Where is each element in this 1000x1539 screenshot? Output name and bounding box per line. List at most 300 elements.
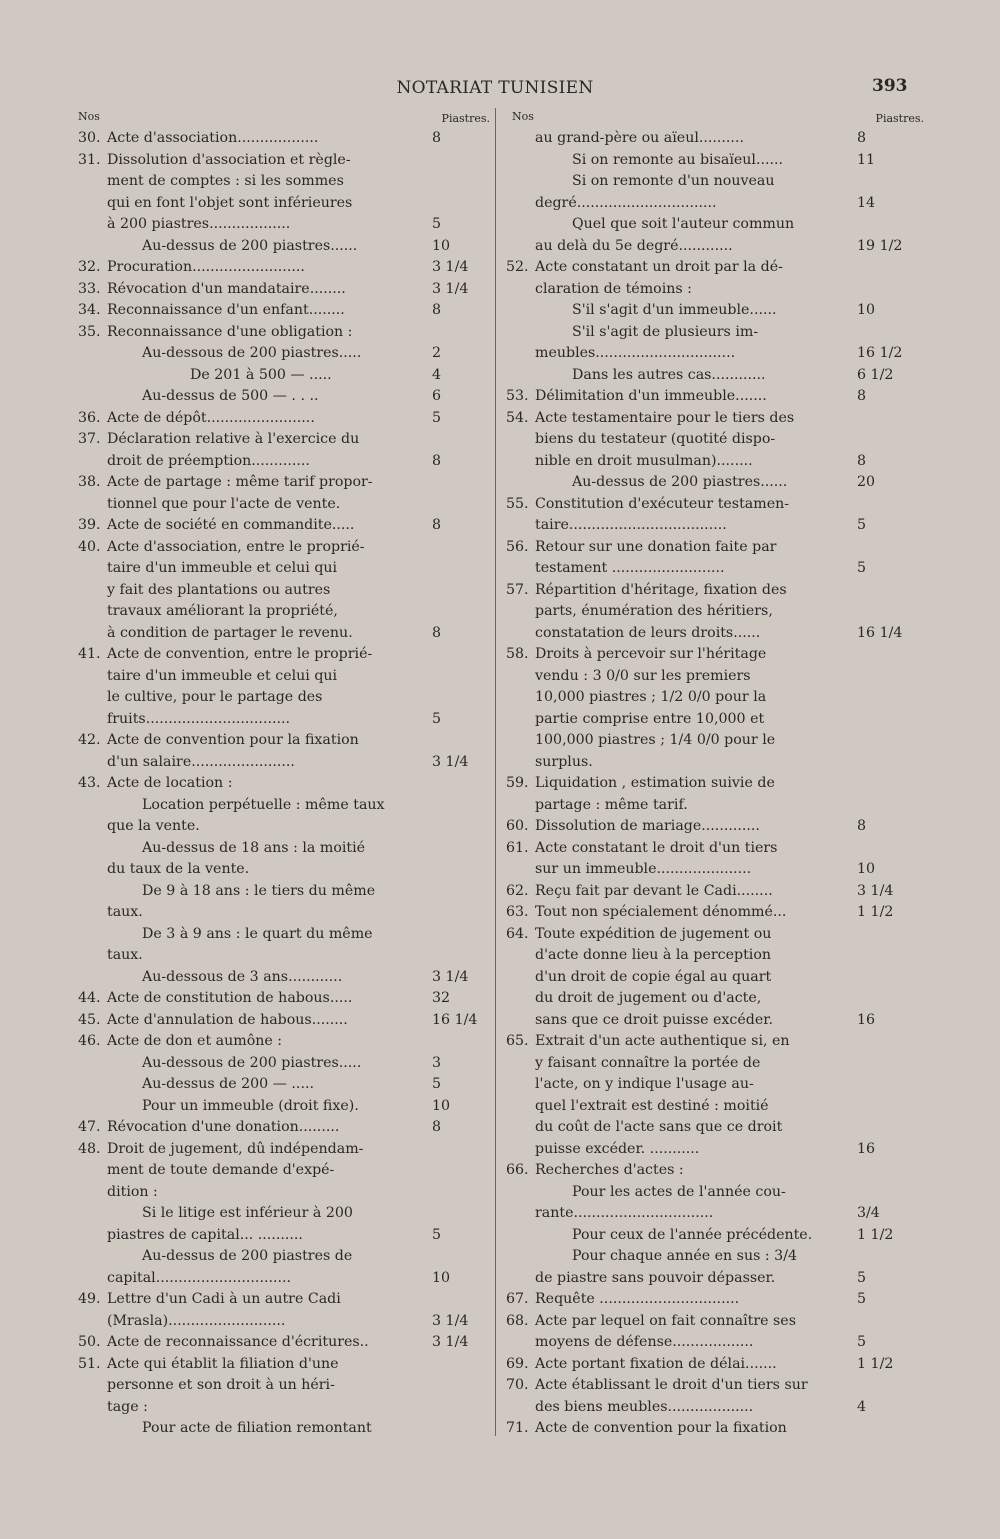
tariff-line <box>70 1160 490 1182</box>
tariff-line <box>70 773 490 795</box>
item-text: Au-dessous de 200 piastres..... <box>142 1054 362 1071</box>
item-text: Liquidation , estimation suivie de <box>535 775 775 791</box>
item-number: 36. <box>78 409 101 426</box>
tariff-line <box>504 1246 924 1268</box>
item-text: S'il s'agit de plusieurs im- <box>572 323 759 340</box>
item-piastres: 14 <box>857 194 876 211</box>
item-number: 48. <box>78 1140 101 1157</box>
item-number: 40. <box>78 538 101 555</box>
item-text: Dissolution d'association et règle- <box>107 151 351 168</box>
item-text: d'acte donne lieu à la perception <box>535 947 771 963</box>
item-piastres: 1 1/2 <box>857 1226 894 1243</box>
item-piastres: 10 <box>432 1269 451 1286</box>
item-text: du droit de jugement ou d'acte, <box>535 990 762 1006</box>
item-text: Tout non spécialement dénommé... <box>535 904 787 920</box>
tariff-line <box>504 1074 924 1096</box>
item-text: capital.............................. <box>107 1269 292 1286</box>
item-text: au grand-père ou aïeul.......... <box>535 130 744 146</box>
item-piastres: 5 <box>432 1076 442 1092</box>
item-number: 53. <box>506 388 529 404</box>
item-text: Acte de don et aumône : <box>107 1033 283 1049</box>
item-text: Acte de société en commandite..... <box>107 517 355 533</box>
item-text: taire d'un immeuble et celui qui <box>107 667 338 684</box>
item-text: Reçu fait par devant le Cadi........ <box>535 882 773 899</box>
tariff-line <box>70 537 490 559</box>
tariff-line <box>70 1139 490 1161</box>
item-piastres: 1 1/2 <box>857 1355 894 1372</box>
tariff-line <box>70 451 490 473</box>
tariff-line <box>504 1225 924 1247</box>
tariff-line <box>504 967 924 989</box>
item-text: sur un immeuble..................... <box>535 861 752 877</box>
tariff-line <box>504 1354 924 1376</box>
item-text: Au-dessus de 200 — ..... <box>142 1076 314 1092</box>
item-number: 32. <box>78 259 101 275</box>
item-number: 63. <box>506 904 529 920</box>
item-text: De 9 à 18 ans : le tiers du même <box>142 882 376 899</box>
tariff-line <box>70 300 490 322</box>
item-piastres: 3 1/4 <box>432 968 469 985</box>
item-text: Au-dessus de 200 piastres de <box>142 1248 353 1264</box>
tariff-line <box>504 730 924 752</box>
item-text: piastres de capital... .......... <box>107 1226 303 1243</box>
tariff-line <box>70 171 490 193</box>
item-number: 46. <box>78 1033 101 1049</box>
item-text: Révocation d'un mandataire........ <box>107 280 346 297</box>
item-text: droit de préemption............. <box>107 452 310 469</box>
running-title: NOTARIAT TUNISIEN <box>396 78 594 98</box>
item-text: Au-dessus de 500 — . . .. <box>142 388 319 404</box>
tariff-line <box>504 773 924 795</box>
tariff-line <box>70 343 490 365</box>
tariff-line <box>504 386 924 408</box>
tariff-line <box>504 171 924 193</box>
tariff-line <box>504 214 924 236</box>
item-text: moyens de défense.................. <box>535 1334 754 1350</box>
item-text: taire................................... <box>535 517 727 533</box>
item-text: Délimitation d'un immeuble....... <box>535 388 767 404</box>
item-piastres: 16 1/2 <box>857 345 903 361</box>
tariff-line <box>504 580 924 602</box>
item-text: Acte de constitution de habous..... <box>107 990 353 1006</box>
tariff-list <box>70 128 490 1440</box>
item-text: Extrait d'un acte authentique si, en <box>535 1033 790 1049</box>
item-piastres: 10 <box>857 861 876 877</box>
column-header-piastres: Piastres. <box>441 112 490 125</box>
tariff-line <box>70 1354 490 1376</box>
item-number: 49. <box>78 1291 101 1307</box>
item-text: ment de toute demande d'expé- <box>107 1162 335 1178</box>
tariff-line <box>504 795 924 817</box>
tariff-line <box>504 924 924 946</box>
item-piastres: 3 1/4 <box>432 1312 469 1329</box>
tariff-line <box>504 988 924 1010</box>
item-piastres: 3 1/4 <box>432 1334 469 1350</box>
item-piastres: 8 <box>432 302 442 318</box>
item-text: à condition de partager le revenu. <box>107 624 353 641</box>
tariff-line <box>504 1289 924 1311</box>
item-text: constatation de leurs droits...... <box>535 624 761 641</box>
item-number: 54. <box>506 409 529 426</box>
item-piastres: 3 <box>432 1054 442 1071</box>
tariff-line <box>70 494 490 516</box>
tariff-line <box>504 1096 924 1118</box>
tariff-line <box>70 214 490 236</box>
tariff-line <box>504 494 924 516</box>
item-text: meubles............................... <box>535 345 736 361</box>
item-piastres: 8 <box>432 1119 442 1135</box>
tariff-line <box>504 429 924 451</box>
item-text: Acte d'annulation de habous........ <box>107 1011 348 1028</box>
item-text: tage : <box>107 1398 148 1415</box>
item-piastres: 4 <box>432 366 442 383</box>
item-text: Si on remonte au bisaïeul...... <box>572 151 784 168</box>
tariff-line <box>504 1139 924 1161</box>
item-text: Reconnaissance d'une obligation : <box>107 323 353 340</box>
tariff-line <box>70 988 490 1010</box>
tariff-line <box>504 515 924 537</box>
tariff-line <box>504 1117 924 1139</box>
item-text: dition : <box>107 1183 158 1200</box>
column-header-number: Nos <box>512 110 534 123</box>
column-divider <box>495 108 496 1436</box>
item-text: testament ......................... <box>535 560 725 576</box>
item-text: y fait des plantations ou autres <box>107 581 331 598</box>
tariff-line <box>504 1397 924 1419</box>
item-text: Au-dessus de 200 piastres...... <box>142 237 358 254</box>
tariff-line <box>504 644 924 666</box>
item-piastres: 5 <box>432 409 442 426</box>
tariff-list <box>504 128 924 1440</box>
item-text: fruits................................ <box>107 710 291 727</box>
item-text: Si le litige est inférieur à 200 <box>142 1205 353 1221</box>
item-text: Au-dessous de 3 ans............ <box>142 968 343 985</box>
tariff-line <box>504 257 924 279</box>
tariff-line <box>70 881 490 903</box>
tariff-line <box>504 1203 924 1225</box>
item-text: tionnel que pour l'acte de vente. <box>107 495 341 512</box>
item-text: Procuration......................... <box>107 259 305 275</box>
item-text: des biens meubles................... <box>535 1398 754 1415</box>
tariff-line <box>504 945 924 967</box>
item-piastres: 8 <box>857 388 867 404</box>
item-text: Révocation d'une donation......... <box>107 1119 340 1135</box>
item-number: 38. <box>78 474 101 490</box>
tariff-line <box>70 386 490 408</box>
item-number: 67. <box>506 1291 529 1307</box>
tariff-line <box>504 537 924 559</box>
item-text: vendu : 3 0/0 sur les premiers <box>535 667 751 684</box>
column-header <box>70 106 490 128</box>
item-text: Location perpétuelle : même taux <box>142 796 385 813</box>
tariff-line <box>504 236 924 258</box>
item-number: 70. <box>506 1377 529 1393</box>
tariff-line <box>504 687 924 709</box>
tariff-line <box>70 1031 490 1053</box>
item-text: biens du testateur (quotité dispo- <box>535 431 776 447</box>
tariff-line <box>70 709 490 731</box>
tariff-line <box>70 816 490 838</box>
item-piastres: 10 <box>857 302 876 318</box>
item-piastres: 10 <box>432 237 451 254</box>
item-text: Droits à percevoir sur l'héritage <box>535 646 767 662</box>
item-text: Constitution d'exécuteur testamen- <box>535 495 790 512</box>
item-text: taux. <box>107 904 143 920</box>
item-number: 31. <box>78 151 101 168</box>
tariff-line <box>504 1375 924 1397</box>
tariff-line <box>70 838 490 860</box>
item-text: partage : même tarif. <box>535 796 688 813</box>
tariff-line <box>70 365 490 387</box>
right-column <box>504 106 924 1440</box>
item-number: 52. <box>506 259 529 275</box>
column-header-piastres: Piastres. <box>875 112 924 125</box>
tariff-line <box>504 601 924 623</box>
item-piastres: 5 <box>857 560 867 576</box>
item-piastres: 32 <box>432 990 451 1006</box>
item-text: 100,000 piastres ; 1/4 0/0 pour le <box>535 732 776 748</box>
item-piastres: 5 <box>857 1291 867 1307</box>
item-text: 10,000 piastres ; 1/2 0/0 pour la <box>535 689 767 705</box>
tariff-line <box>70 279 490 301</box>
item-text: Acte établissant le droit d'un tiers sur <box>535 1377 808 1393</box>
item-number: 68. <box>506 1312 529 1329</box>
tariff-line <box>504 1311 924 1333</box>
item-piastres: 16 <box>857 1140 876 1157</box>
tariff-line <box>70 128 490 150</box>
tariff-line <box>504 279 924 301</box>
tariff-line <box>70 193 490 215</box>
item-piastres: 2 <box>432 345 442 361</box>
item-text: De 201 à 500 — ..... <box>190 366 332 383</box>
item-number: 71. <box>506 1420 529 1436</box>
item-text: Acte testamentaire pour le tiers des <box>535 409 795 426</box>
item-number: 62. <box>506 882 529 899</box>
item-number: 42. <box>78 732 101 748</box>
item-number: 59. <box>506 775 529 791</box>
item-text: d'un salaire....................... <box>107 753 295 770</box>
tariff-line <box>70 666 490 688</box>
item-number: 50. <box>78 1334 101 1350</box>
item-text: taux. <box>107 947 143 963</box>
item-piastres: 1 1/2 <box>857 904 894 920</box>
item-text: à 200 piastres.................. <box>107 216 291 232</box>
tariff-line <box>504 1268 924 1290</box>
item-text: que la vente. <box>107 818 200 834</box>
item-piastres: 8 <box>857 130 867 146</box>
tariff-line <box>504 451 924 473</box>
item-text: Acte de convention, entre le proprié- <box>107 646 373 662</box>
item-text: degré............................... <box>535 194 717 211</box>
item-number: 61. <box>506 839 529 856</box>
item-text: De 3 à 9 ans : le quart du même <box>142 925 373 942</box>
tariff-line <box>504 838 924 860</box>
tariff-line <box>70 236 490 258</box>
tariff-line <box>504 816 924 838</box>
tariff-line <box>70 1397 490 1419</box>
item-piastres: 5 <box>857 517 867 533</box>
item-text: Retour sur une donation faite par <box>535 538 777 555</box>
item-number: 55. <box>506 495 529 512</box>
item-piastres: 5 <box>857 1269 867 1286</box>
item-piastres: 8 <box>432 624 442 641</box>
tariff-line <box>504 1053 924 1075</box>
item-text: Dans les autres cas............ <box>572 366 766 383</box>
item-text: Acte constatant le droit d'un tiers <box>535 839 778 856</box>
item-text: claration de témoins : <box>535 280 692 297</box>
item-text: quel l'extrait est destiné : moitié <box>535 1097 769 1114</box>
item-number: 47. <box>78 1119 101 1135</box>
item-piastres: 8 <box>432 517 442 533</box>
tariff-line <box>70 322 490 344</box>
item-piastres: 16 1/4 <box>857 624 903 641</box>
tariff-line <box>70 472 490 494</box>
tariff-line <box>70 1074 490 1096</box>
item-piastres: 8 <box>432 130 442 146</box>
tariff-line <box>504 1182 924 1204</box>
tariff-line <box>70 1418 490 1440</box>
tariff-line <box>504 1031 924 1053</box>
item-text: Pour acte de filiation remontant <box>142 1420 372 1436</box>
item-number: 51. <box>78 1355 101 1372</box>
tariff-line <box>70 1246 490 1268</box>
item-text: (Mrasla).......................... <box>107 1312 286 1329</box>
item-number: 30. <box>78 130 101 146</box>
item-text: nible en droit musulman)........ <box>535 452 753 469</box>
item-text: Acte qui établit la filiation d'une <box>107 1355 339 1372</box>
item-text: parts, énumération des héritiers, <box>535 603 773 619</box>
left-column <box>70 106 490 1440</box>
tariff-line <box>504 343 924 365</box>
tariff-line <box>504 709 924 731</box>
tariff-line <box>70 1096 490 1118</box>
item-text: du taux de la vente. <box>107 861 250 877</box>
tariff-line <box>504 472 924 494</box>
tariff-line <box>70 967 490 989</box>
tariff-line <box>504 666 924 688</box>
item-text: Pour chaque année en sus : 3/4 <box>572 1248 798 1264</box>
item-text: Déclaration relative à l'exercice du <box>107 431 360 447</box>
tariff-line <box>504 128 924 150</box>
item-number: 66. <box>506 1162 529 1178</box>
tariff-line <box>70 1053 490 1075</box>
item-text: Acte de reconnaissance d'écritures.. <box>107 1334 369 1350</box>
item-text: Dissolution de mariage............. <box>535 818 760 834</box>
tariff-line <box>504 623 924 645</box>
item-text: S'il s'agit d'un immeuble...... <box>572 302 777 318</box>
item-number: 35. <box>78 323 101 340</box>
tariff-line <box>70 924 490 946</box>
tariff-line <box>504 902 924 924</box>
tariff-line <box>504 300 924 322</box>
tariff-line <box>70 1225 490 1247</box>
item-text: puisse excéder. ........... <box>535 1140 700 1157</box>
tariff-line <box>70 515 490 537</box>
page-number: 393 <box>872 76 908 96</box>
item-text: le cultive, pour le partage des <box>107 689 323 705</box>
item-text: Acte de dépôt........................ <box>107 409 315 426</box>
item-piastres: 3 1/4 <box>857 882 894 899</box>
tariff-line <box>70 1182 490 1204</box>
item-text: du coût de l'acte sans que ce droit <box>535 1119 783 1135</box>
item-text: Pour ceux de l'année précédente. <box>572 1226 813 1243</box>
tariff-line <box>70 623 490 645</box>
item-piastres: 3 1/4 <box>432 280 469 297</box>
tariff-line <box>70 687 490 709</box>
item-piastres: 19 1/2 <box>857 237 903 254</box>
item-number: 41. <box>78 646 101 662</box>
tariff-line <box>70 730 490 752</box>
item-text: Acte de convention pour la fixation <box>107 732 359 748</box>
item-text: Au-dessus de 200 piastres...... <box>572 474 788 490</box>
item-number: 69. <box>506 1355 529 1372</box>
tariff-line <box>70 1010 490 1032</box>
tariff-line <box>70 1311 490 1333</box>
item-piastres: 8 <box>857 452 867 469</box>
item-text: taire d'un immeuble et celui qui <box>107 560 338 576</box>
column-header-number: Nos <box>78 110 100 123</box>
item-number: 56. <box>506 538 529 555</box>
item-text: Pour un immeuble (droit fixe). <box>142 1097 359 1114</box>
item-piastres: 20 <box>857 474 876 490</box>
tariff-line <box>70 1117 490 1139</box>
item-text: Toute expédition de jugement ou <box>535 925 772 942</box>
item-text: Droit de jugement, dû indépendam- <box>107 1140 364 1157</box>
item-text: Acte portant fixation de délai....... <box>535 1355 777 1372</box>
item-piastres: 6 <box>432 388 442 404</box>
item-number: 44. <box>78 990 101 1006</box>
tariff-line <box>70 795 490 817</box>
tariff-line <box>504 322 924 344</box>
tariff-line <box>70 1375 490 1397</box>
tariff-line <box>504 859 924 881</box>
item-piastres: 5 <box>432 710 442 727</box>
tariff-line <box>70 429 490 451</box>
item-text: Acte d'association.................. <box>107 130 319 146</box>
item-piastres: 10 <box>432 1097 451 1114</box>
tariff-line <box>70 257 490 279</box>
item-text: Acte constatant un droit par la dé- <box>535 259 783 275</box>
item-text: qui en font l'objet sont inférieures <box>107 194 353 211</box>
tariff-line <box>504 193 924 215</box>
item-piastres: 6 1/2 <box>857 366 894 383</box>
tariff-line <box>70 408 490 430</box>
tariff-line <box>70 601 490 623</box>
item-text: Requête ............................... <box>535 1291 740 1307</box>
item-piastres: 8 <box>857 818 867 834</box>
item-number: 60. <box>506 818 529 834</box>
tariff-line <box>504 1010 924 1032</box>
item-text: surplus. <box>535 753 593 770</box>
tariff-line <box>70 558 490 580</box>
item-number: 33. <box>78 280 101 297</box>
item-text: Acte par lequel on fait connaître ses <box>535 1312 796 1329</box>
item-text: l'acte, on y indique l'usage au- <box>535 1076 754 1092</box>
tariff-line <box>70 1289 490 1311</box>
tariff-line <box>70 1332 490 1354</box>
item-number: 39. <box>78 517 101 533</box>
item-text: Lettre d'un Cadi à un autre Cadi <box>107 1291 341 1307</box>
item-piastres: 5 <box>857 1334 867 1350</box>
tariff-line <box>70 580 490 602</box>
tariff-line <box>70 644 490 666</box>
item-text: y faisant connaître la portée de <box>535 1054 761 1071</box>
item-number: 57. <box>506 581 529 598</box>
item-text: Acte de convention pour la fixation <box>535 1420 787 1436</box>
item-piastres: 16 <box>857 1011 876 1028</box>
tariff-line <box>504 1160 924 1182</box>
item-number: 58. <box>506 646 529 662</box>
